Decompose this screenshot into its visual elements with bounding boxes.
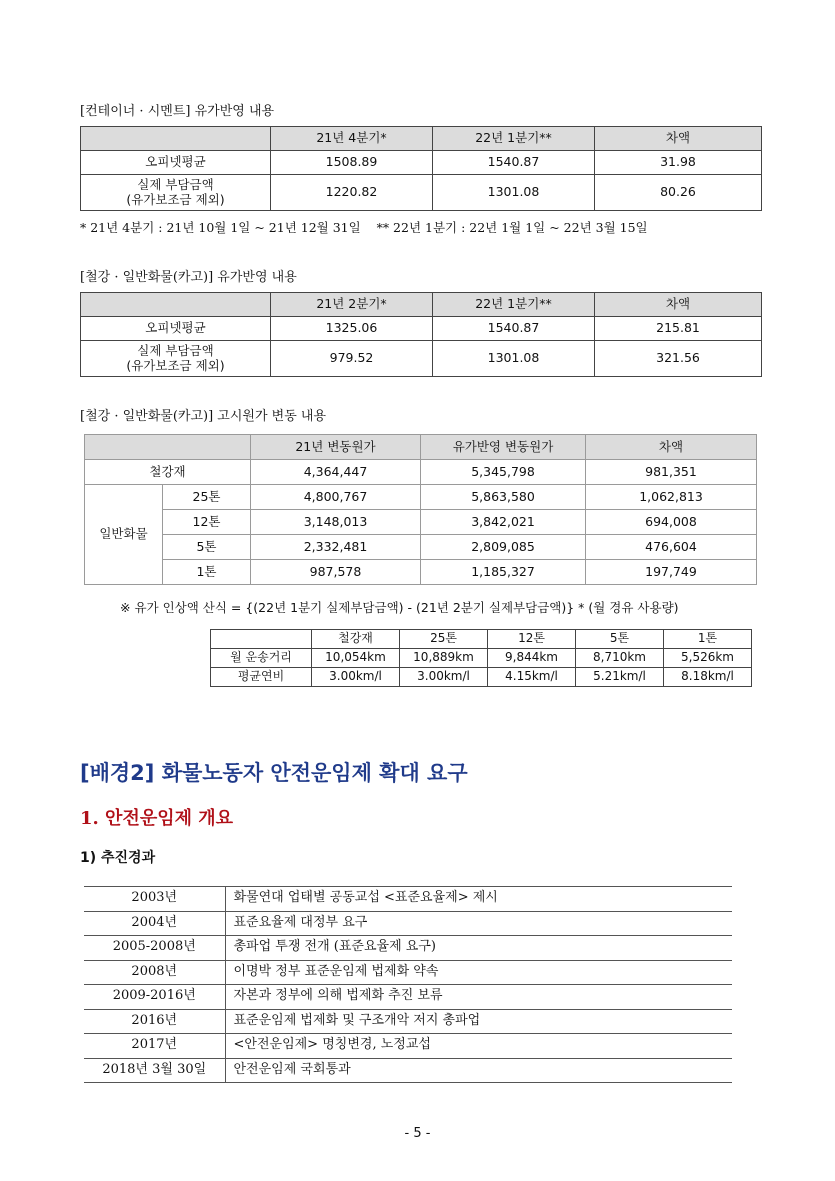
table4-header-5t: 5톤 (576, 630, 664, 649)
timeline-event: 총파업 투쟁 전개 (표준요율제 요구) (225, 936, 732, 961)
table-row (85, 485, 757, 510)
table-row (84, 1034, 732, 1059)
table-cell: 1,185,327 (421, 560, 586, 585)
table-cell: 197,749 (586, 560, 757, 585)
table-cell: 321.56 (595, 341, 762, 377)
table-cell: 2,809,085 (421, 535, 586, 560)
table-row (84, 887, 732, 912)
table1-header-diff: 차액 (595, 127, 762, 151)
timeline-event: 자본과 정부에 의해 법제화 추진 보류 (225, 985, 732, 1010)
table-row (84, 1058, 732, 1083)
table-cell: 987,578 (251, 560, 421, 585)
table1-caption: [컨테이너 · 시멘트] 유가반영 내용 (80, 104, 275, 119)
table-cell: 3,842,021 (421, 510, 586, 535)
table-row (211, 668, 752, 687)
timeline-event: <안전운임제> 명칭변경, 노정교섭 (225, 1034, 732, 1059)
table-cell: 3,148,013 (251, 510, 421, 535)
table-cell: 215.81 (595, 317, 762, 341)
table-cell: 31.98 (595, 151, 762, 175)
table-row (81, 341, 762, 377)
table-cell: 1540.87 (433, 317, 595, 341)
table-row (85, 510, 757, 535)
background-section-title: [배경2] 화물노동자 안전운임제 확대 요구 (80, 761, 468, 785)
general-cargo-label: 일반화물 (85, 485, 163, 585)
table2-header-q1: 22년 1분기** (433, 293, 595, 317)
table-cell: 10,889km (400, 649, 488, 668)
timeline-year: 2009-2016년 (84, 985, 225, 1010)
table-cell: 4,364,447 (251, 460, 421, 485)
timeline-year: 2005-2008년 (84, 936, 225, 961)
table3-header-blank (85, 435, 251, 460)
row-label: 실제 부담금액 (유가보조금 제외) (81, 341, 271, 377)
table1-header-q1: 22년 1분기** (433, 127, 595, 151)
fuel-table-steel-cargo (80, 292, 762, 377)
timeline-year: 2008년 (84, 960, 225, 985)
table-row (84, 1009, 732, 1034)
table4-header-steel: 철강재 (312, 630, 400, 649)
timeline-event: 표준운임제 법제화 및 구조개악 저지 총파업 (225, 1009, 732, 1034)
table-cell: 8,710km (576, 649, 664, 668)
timeline-event: 이명박 정부 표준운임제 법제화 약속 (225, 960, 732, 985)
table-cell: 10,054km (312, 649, 400, 668)
table-row (84, 960, 732, 985)
table-cell: 1301.08 (433, 341, 595, 377)
table2-header-diff: 차액 (595, 293, 762, 317)
table3-header-diff: 차액 (586, 435, 757, 460)
row-label: 오피넷평균 (81, 317, 271, 341)
table-cell: 2,332,481 (251, 535, 421, 560)
table1-header-q4: 21년 4분기* (271, 127, 433, 151)
table4-header-1t: 1톤 (664, 630, 752, 649)
table-cell: 1540.87 (433, 151, 595, 175)
table-row (81, 175, 762, 211)
distance-efficiency-table (210, 629, 752, 687)
table-row (81, 317, 762, 341)
table3-caption: [철강 · 일반화물(카고)] 고시원가 변동 내용 (80, 409, 327, 424)
cost-change-table (84, 434, 757, 585)
row-label: 실제 부담금액 (유가보조금 제외) (81, 175, 271, 211)
timeline-year: 2004년 (84, 911, 225, 936)
row-label: 철강재 (85, 460, 251, 485)
row-label: 12톤 (163, 510, 251, 535)
table1-footnote: * 21년 4분기 : 21년 10월 1일 ~ 21년 12월 31일 ** 22년 1분기 : 22년 1월 1일 ~ 22년 3월 15일 (80, 220, 648, 235)
table2-caption: [철강 · 일반화물(카고)] 유가반영 내용 (80, 270, 297, 285)
timeline-year: 2016년 (84, 1009, 225, 1034)
table4-header-blank (211, 630, 312, 649)
table-cell: 694,008 (586, 510, 757, 535)
table-row (85, 535, 757, 560)
table1-header-blank (81, 127, 271, 151)
table-cell: 3.00km/l (312, 668, 400, 687)
fuel-formula-note: ※ 유가 인상액 산식 = {(22년 1분기 실제부담금액) - (21년 2분기 실제부담금액)} * (월 경유 사용량) (120, 600, 679, 615)
table-cell: 80.26 (595, 175, 762, 211)
table-row (84, 985, 732, 1010)
timeline-year: 2003년 (84, 887, 225, 912)
timeline-table (84, 886, 732, 1083)
timeline-year: 2017년 (84, 1034, 225, 1059)
table-cell: 4,800,767 (251, 485, 421, 510)
page-number: - 5 - (404, 1126, 431, 1141)
table-row (85, 560, 757, 585)
table-cell: 1,062,813 (586, 485, 757, 510)
table-row (81, 151, 762, 175)
table-row (84, 936, 732, 961)
table-cell: 3.00km/l (400, 668, 488, 687)
table4-header-25t: 25톤 (400, 630, 488, 649)
fuel-table-container-cement (80, 126, 762, 211)
table2-header-blank (81, 293, 271, 317)
table-row (211, 649, 752, 668)
table-cell: 1508.89 (271, 151, 433, 175)
row-label: 월 운송거리 (211, 649, 312, 668)
table-cell: 1301.08 (433, 175, 595, 211)
table-cell: 5,526km (664, 649, 752, 668)
table-cell: 8.18km/l (664, 668, 752, 687)
table-cell: 1325.06 (271, 317, 433, 341)
section-heading-1: 1. 안전운임제 개요 (80, 808, 234, 829)
row-label: 평균연비 (211, 668, 312, 687)
timeline-event: 표준요율제 대정부 요구 (225, 911, 732, 936)
table-cell: 5.21km/l (576, 668, 664, 687)
table-cell: 5,345,798 (421, 460, 586, 485)
table-cell: 979.52 (271, 341, 433, 377)
row-label: 오피넷평균 (81, 151, 271, 175)
table3-header-adjusted: 유가반영 변동원가 (421, 435, 586, 460)
table-cell: 981,351 (586, 460, 757, 485)
row-label: 5톤 (163, 535, 251, 560)
timeline-event: 안전운임제 국회통과 (225, 1058, 732, 1083)
table2-header-q2: 21년 2분기* (271, 293, 433, 317)
table-row (85, 460, 757, 485)
row-label: 25톤 (163, 485, 251, 510)
table-cell: 476,604 (586, 535, 757, 560)
timeline-event: 화물연대 업태별 공동교섭 <표준요율제> 제시 (225, 887, 732, 912)
table3-header-base: 21년 변동원가 (251, 435, 421, 460)
section-heading-2: 1) 추진경과 (80, 850, 156, 866)
table-cell: 4.15km/l (488, 668, 576, 687)
timeline-year: 2018년 3월 30일 (84, 1058, 225, 1083)
table4-header-12t: 12톤 (488, 630, 576, 649)
row-label: 1톤 (163, 560, 251, 585)
table-cell: 1220.82 (271, 175, 433, 211)
table-cell: 9,844km (488, 649, 576, 668)
table-cell: 5,863,580 (421, 485, 586, 510)
table-row (84, 911, 732, 936)
